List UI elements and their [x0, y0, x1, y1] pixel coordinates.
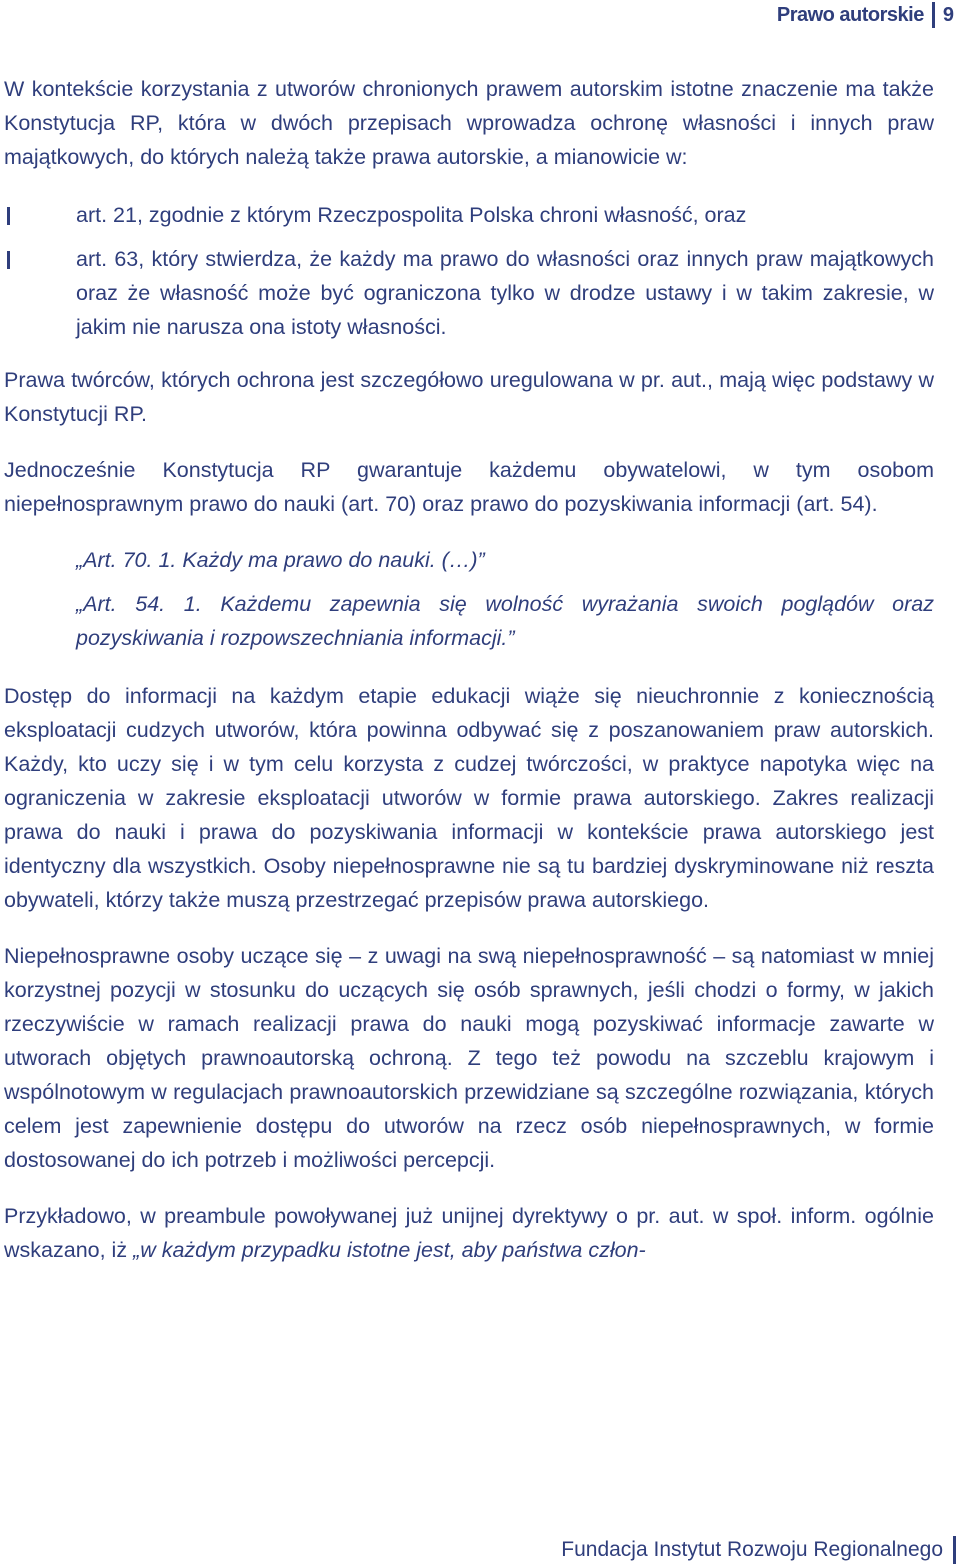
- list-item: [4, 198, 934, 232]
- list-item-text: art. 63, który stwierdza, że każdy ma prawo do własności oraz innych praw majątkowych oraz że własność może być ograniczona tylko w drodze ustawy i w takim zakresie, w jakim nie narusza ona istoty własności.: [76, 247, 934, 339]
- paragraph: [4, 1199, 934, 1267]
- bullet-marker: [7, 207, 10, 225]
- page-number: 9: [942, 3, 954, 26]
- page-body: [4, 72, 934, 1267]
- section-title: Prawo autorskie: [776, 3, 924, 26]
- header-divider: [932, 2, 935, 28]
- page-header: [777, 0, 954, 30]
- paragraph-text: Przykładowo, w preambule powoływanej już unijnej dyrektywy o pr. aut. w społ. inform. ogólnie wskazano, iż: [4, 1204, 934, 1262]
- paragraph: Dostęp do informacji na każdym etapie edukacji wiąże się nieuchronnie z koniecznością eksploatacji cudzych utworów, która powinna odbywać się z poszanowaniem praw autorskich. Każdy, kto uczy się i w tym celu korzysta z cudzej twórczości, w praktyce napotyka więc na ograniczenia w zakresie eksploatacji utworów w formie prawa autorskiego. Zakres realizacji prawa do nauki i prawa do pozyskiwania informacji w kontekście prawa autorskiego jest identyczny dla wszystkich. Osoby niepełnosprawne nie są tu bardziej dyskryminowane niż reszta obywateli, którzy także muszą przestrzegać przepisów prawa autorskiego.: [4, 684, 934, 912]
- bullet-marker: [7, 251, 10, 269]
- paragraph: Niepełnosprawne osoby uczące się – z uwagi na swą niepełnosprawność – są natomiast w mniej korzystnej pozycji w stosunku do uczących się osób sprawnych, jeśli chodzi o formy, w jakich rzeczywiście w ramach realizacji prawa do nauki mogą pozyskiwać informacje zawarte w utworach objętych prawnoautorską ochroną. Z tego też powodu na szczeblu krajowym i wspólnotowym w regulacjach prawnoautorskich przewidziane są szczególne rozwiązania, których celem jest zapewnienie dostępu do utworów na rzecz osób niepełnosprawnych, w formie dostosowanej do ich potrzeb i możliwości percepcji.: [4, 944, 934, 1172]
- quote-art-54: „Art. 54. 1. Każdemu zapewnia się wolność wyrażania swoich poglądów oraz pozyskiwania i rozpowszechniania informacji.”: [76, 592, 934, 650]
- quote-art-70: „Art. 70. 1. Każdy ma prawo do nauki. (…)”: [76, 548, 485, 572]
- article-list: [4, 198, 934, 344]
- paragraph: Prawa twórców, których ochrona jest szczegółowo uregulowana w pr. aut., mają więc podstawy w Konstytucji RP.: [4, 368, 934, 426]
- italic-quote-text: „w każdym przypadku istotne jest, aby państwa człon-: [133, 1238, 646, 1262]
- footer-organization: Fundacja Instytut Rozwoju Regionalnego: [561, 1538, 943, 1561]
- footer-divider: [953, 1536, 956, 1564]
- paragraph: Jednocześnie Konstytucja RP gwarantuje każdemu obywatelowi, w tym osobom niepełnosprawnym prawo do nauki (art. 70) oraz prawo do pozyskiwania informacji (art. 54).: [4, 458, 934, 516]
- list-item-text: art. 21, zgodnie z którym Rzeczpospolita Polska chroni własność, oraz: [76, 203, 747, 227]
- list-item: [4, 242, 934, 344]
- page-footer: [561, 1533, 956, 1567]
- intro-paragraph: W kontekście korzystania z utworów chronionych prawem autorskim istotne znaczenie ma także Konstytucja RP, która w dwóch przepisach wprowadza ochronę własności i innych praw majątkowych, do których należą także prawa autorskie, a mianowicie w:: [4, 77, 934, 169]
